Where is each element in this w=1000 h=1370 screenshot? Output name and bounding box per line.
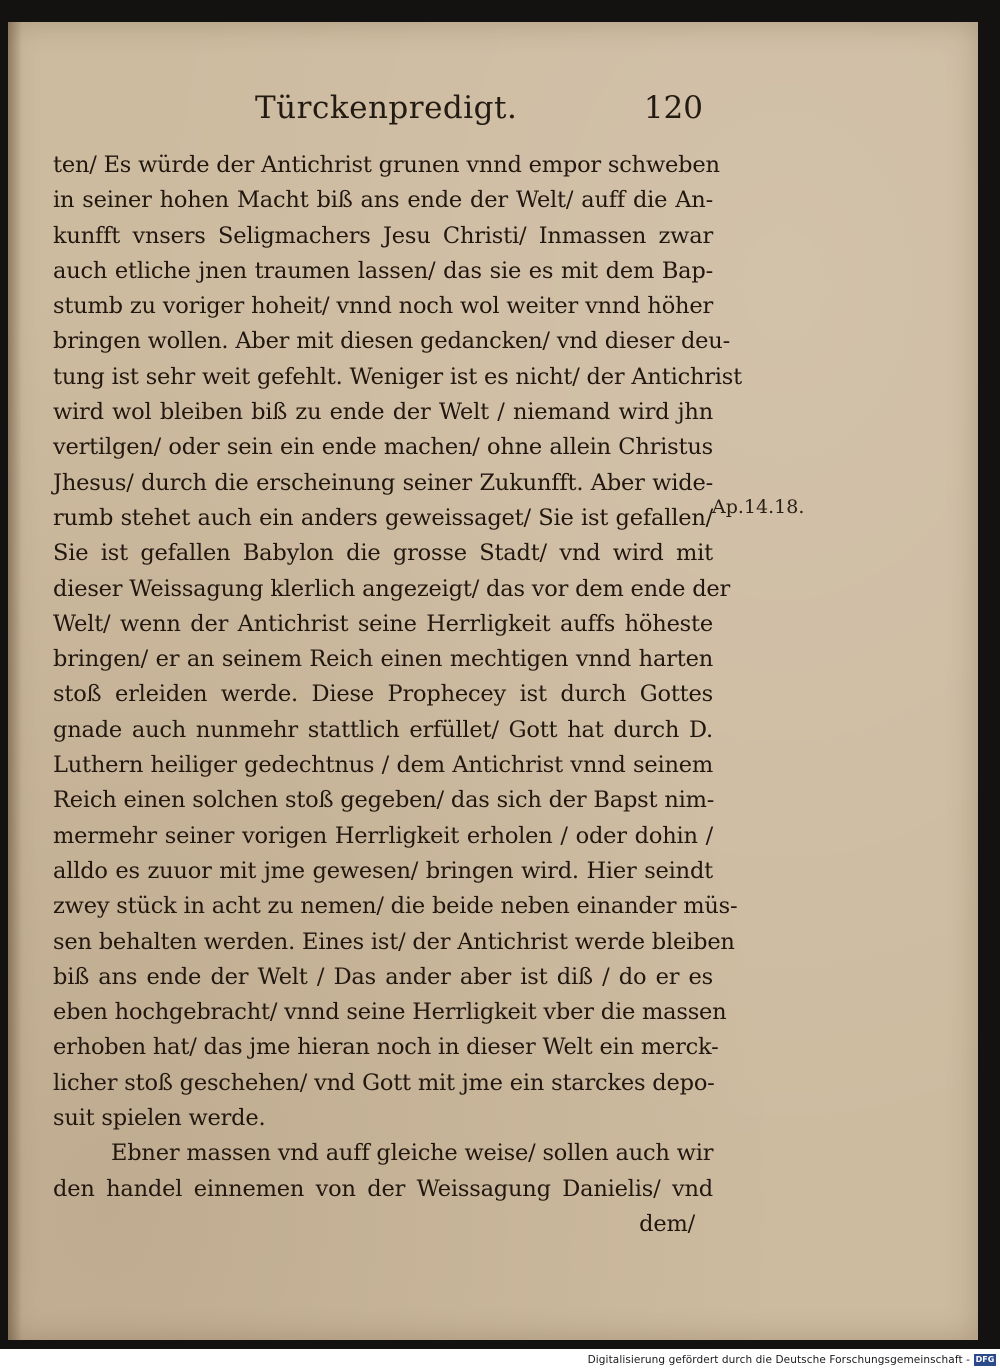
text-line: Welt/ wenn der Antichrist seine Herrligkeit auffs höheste [53, 610, 713, 637]
text-line: vertilgen/ oder sein ein ende machen/ ohne allein Christus [53, 434, 713, 461]
paragraph-start-line: Ebner massen vnd auff gleiche weise/ sollen auch wir [111, 1140, 714, 1167]
funding-credit: Digitalisierung gefördert durch die Deutsche Forschungsgemeinschaft - [587, 1354, 970, 1366]
text-line: gnade auch nunmehr stattlich erfüllet/ Gott hat durch D. [53, 716, 713, 743]
dfg-logo: DFG [975, 1355, 995, 1364]
page-number: 120 [643, 90, 703, 126]
text-line: mermehr seiner vorigen Herrligkeit erholen / oder dohin / [53, 822, 713, 849]
text-line: zwey stück in acht zu nemen/ die beide neben einander müs- [53, 893, 738, 920]
text-line: Luthern heiliger gedechtnus / dem Antichrist vnnd seinem [53, 752, 713, 779]
text-line: auch etliche jnen traumen lassen/ das sie es mit dem Bap- [53, 257, 713, 284]
marginal-note: Ap.14.18. [712, 496, 805, 518]
text-line: wird wol bleiben biß zu ende der Welt / niemand wird jhn [53, 399, 713, 426]
text-line: Reich einen solchen stoß gegeben/ das sich der Bapst nim- [53, 787, 715, 814]
footer-credit [588, 1350, 996, 1370]
body-text [53, 148, 742, 1242]
text-line: erhoben hat/ das jme hieran noch in dieser Welt ein merck- [53, 1034, 719, 1061]
text-line: in seiner hohen Macht biß ans ende der Welt/ auff die An- [53, 187, 713, 214]
text-line: bringen wollen. Aber mit diesen gedancken/ vnd dieser deu- [53, 328, 730, 355]
text-line: sen behalten werden. Eines ist/ der Antichrist werde bleiben [53, 928, 735, 955]
catchword: dem/ [639, 1210, 695, 1237]
text-line: stumb zu voriger hoheit/ vnnd noch wol weiter vnnd höher [53, 293, 713, 320]
text-line: kunfft vnsers Seligmachers Jesu Christi/ Inmassen zwar [53, 222, 713, 249]
text-line: bringen/ er an seinem Reich einen mechtigen vnnd harten [53, 646, 713, 673]
text-line: ten/ Es würde der Antichrist grunen vnnd empor schweben [53, 152, 720, 178]
text-line: tung ist sehr weit gefehlt. Weniger ist es nicht/ der Antichrist [53, 363, 742, 390]
text-line: rumb stehet auch ein anders geweissaget/ Sie ist gefallen/ [53, 504, 713, 531]
text-line: Jhesus/ durch die erscheinung seiner Zukunfft. Aber wide- [53, 469, 713, 496]
running-head: Türckenpredigt. [255, 90, 518, 126]
text-line: eben hochgebracht/ vnnd seine Herrligkeit vber die massen [53, 999, 727, 1026]
text-line: stoß erleiden werde. Diese Prophecey ist durch Gottes [53, 681, 713, 708]
text-line: suit spielen werde. [53, 1105, 266, 1132]
text-line: licher stoß geschehen/ vnd Gott mit jme ein starckes depo- [53, 1069, 715, 1096]
text-line: biß ans ende der Welt / Das ander aber ist diß / do er es [53, 963, 713, 990]
text-line: alldo es zuuor mit jme gewesen/ bringen wird. Hier seindt [53, 857, 713, 884]
page-header [255, 90, 715, 140]
text-line: den handel einnemen von der Weissagung Danielis/ vnd [53, 1175, 713, 1202]
text-line: Sie ist gefallen Babylon die grosse Stadt/ vnd wird mit [53, 540, 713, 567]
text-line: dieser Weissagung klerlich angezeigt/ das vor dem ende der [53, 575, 731, 602]
